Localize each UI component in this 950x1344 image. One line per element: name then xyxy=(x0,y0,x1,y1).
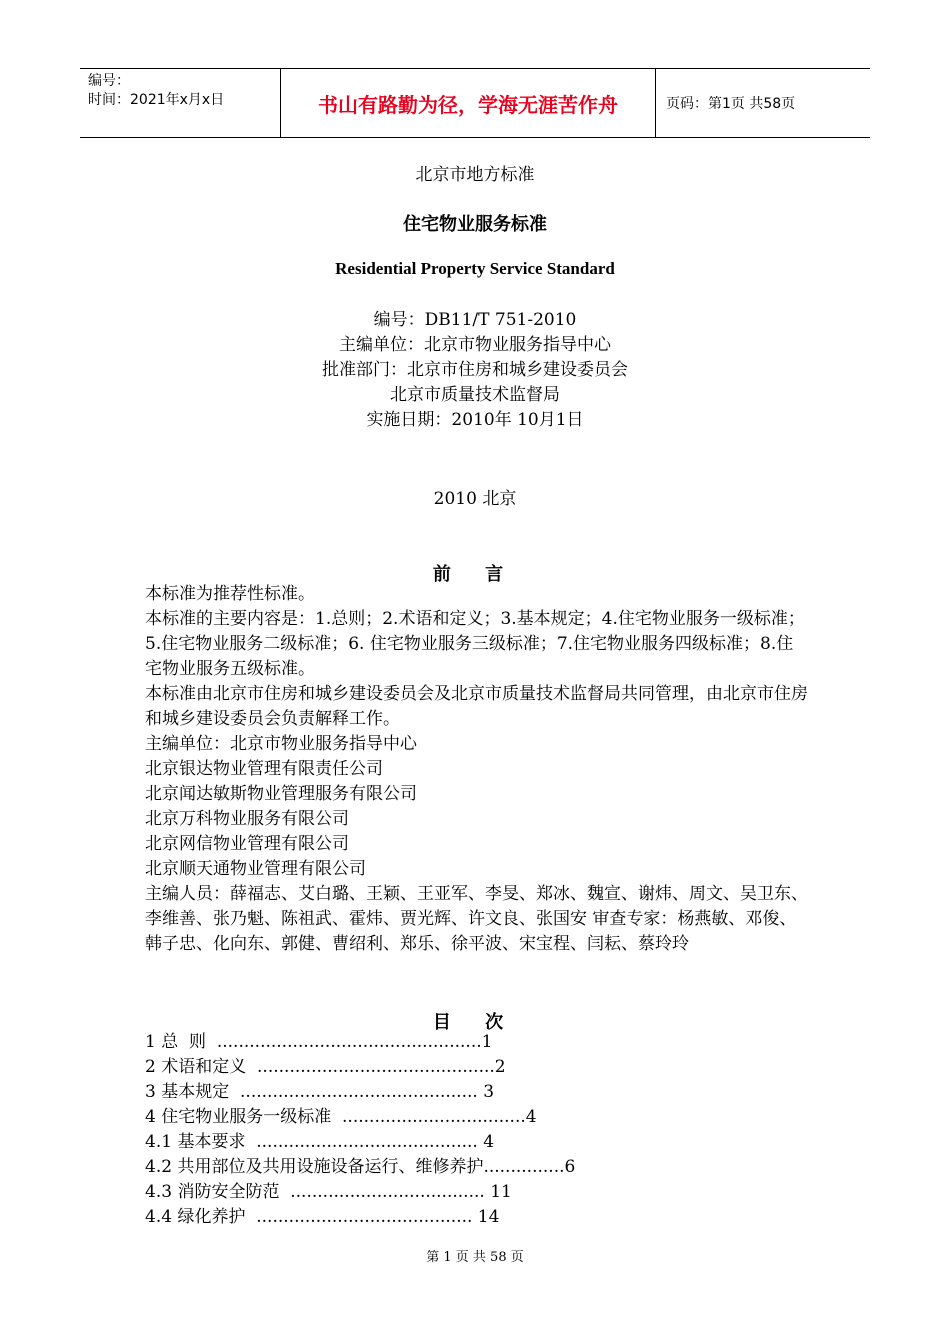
cover-title: 住宅物业服务标准 xyxy=(403,214,547,235)
preface-paragraph: 主编单位：北京市物业服务指导中心 xyxy=(145,734,417,754)
page-header xyxy=(80,68,870,138)
approving-department: 批准部门：北京市住房和城乡建设委员会 xyxy=(322,360,628,380)
preface-paragraph: 北京顺天通物业管理有限公司 xyxy=(145,859,366,879)
preface-paragraph: 北京万科物业服务有限公司 xyxy=(145,809,349,829)
effective-date: 实施日期：2010年 10月1日 xyxy=(366,410,584,430)
toc-item[interactable]: 4 住宅物业服务一级标准 ..................................4 xyxy=(145,1107,537,1127)
preface-body xyxy=(145,582,810,957)
toc-item[interactable]: 4.1 基本要求 ......................................... 4 xyxy=(145,1132,495,1152)
number-label: 编号： xyxy=(88,73,130,89)
cover-place: 2010 北京 xyxy=(433,489,517,509)
preface-paragraph: 北京银达物业管理有限责任公司 xyxy=(145,759,383,779)
cover-title-english: Residential Property Service Standard xyxy=(335,259,615,278)
time-label: 时间：2021年x月x日 xyxy=(88,92,225,108)
preface-paragraph: 本标准由北京市住房和城乡建设委员会及北京市质量技术监督局共同管理，由北京市住房和城乡建设委员会负责解释工作。 xyxy=(145,684,808,729)
approving-department-2: 北京市质量技术监督局 xyxy=(390,385,560,405)
toc-heading: 目 次 xyxy=(432,1012,518,1033)
header-motto: 书山有路勤为径，学海无涯苦作舟 xyxy=(280,69,656,137)
preface-heading: 前 言 xyxy=(432,564,518,585)
standard-number: 编号：DB11/T 751-2010 xyxy=(373,310,577,330)
preface-paragraph: 北京闻达敏斯物业管理服务有限公司 xyxy=(145,784,417,804)
preface-paragraph: 北京网信物业管理有限公司 xyxy=(145,834,349,854)
toc-item[interactable]: 4.3 消防安全防范 .................................... 11 xyxy=(145,1182,512,1202)
toc-item[interactable]: 1 总 则 .................................................1 xyxy=(145,1032,493,1052)
page-footer: 第 1 页 共 58 页 xyxy=(426,1250,524,1265)
header-page-info: 页码：第1页 共58页 xyxy=(666,96,796,112)
table-of-contents xyxy=(145,1030,810,1230)
toc-item[interactable]: 2 术语和定义 ............................................2 xyxy=(145,1057,506,1077)
cover-meta xyxy=(0,308,950,433)
preface-paragraph: 本标准为推荐性标准。 xyxy=(145,584,315,604)
toc-item[interactable]: 4.4 绿化养护 ........................................ 14 xyxy=(145,1207,500,1227)
preface-paragraph: 本标准的主要内容是：1.总则；2.术语和定义；3.基本规定；4.住宅物业服务一级标准；5.住宅物业服务二级标准；6. 住宅物业服务三级标准；7.住宅物业服务四级标准；8.住宅物业服务五级标准。 xyxy=(145,609,805,679)
toc-item[interactable]: 3 基本规定 ............................................ 3 xyxy=(145,1082,495,1102)
cover-subtitle: 北京市地方标准 xyxy=(415,165,535,185)
editor-unit: 主编单位：北京市物业服务指导中心 xyxy=(339,335,611,355)
header-left xyxy=(80,69,280,137)
preface-paragraph: 主编人员：薛福志、艾白璐、王颖、王亚军、李旻、郑冰、魏宣、谢炜、周文、吴卫东、李维善、张乃魁、陈祖武、霍炜、贾光辉、许文良、张国安 审查专家：杨燕敏、邓俊、韩子忠、化向东、郭健、曹绍利、郑乐、徐平波、宋宝程、闫耘、蔡玲玲 xyxy=(145,884,808,954)
toc-item[interactable]: 4.2 共用部位及共用设施设备运行、维修养护...............6 xyxy=(145,1157,576,1177)
